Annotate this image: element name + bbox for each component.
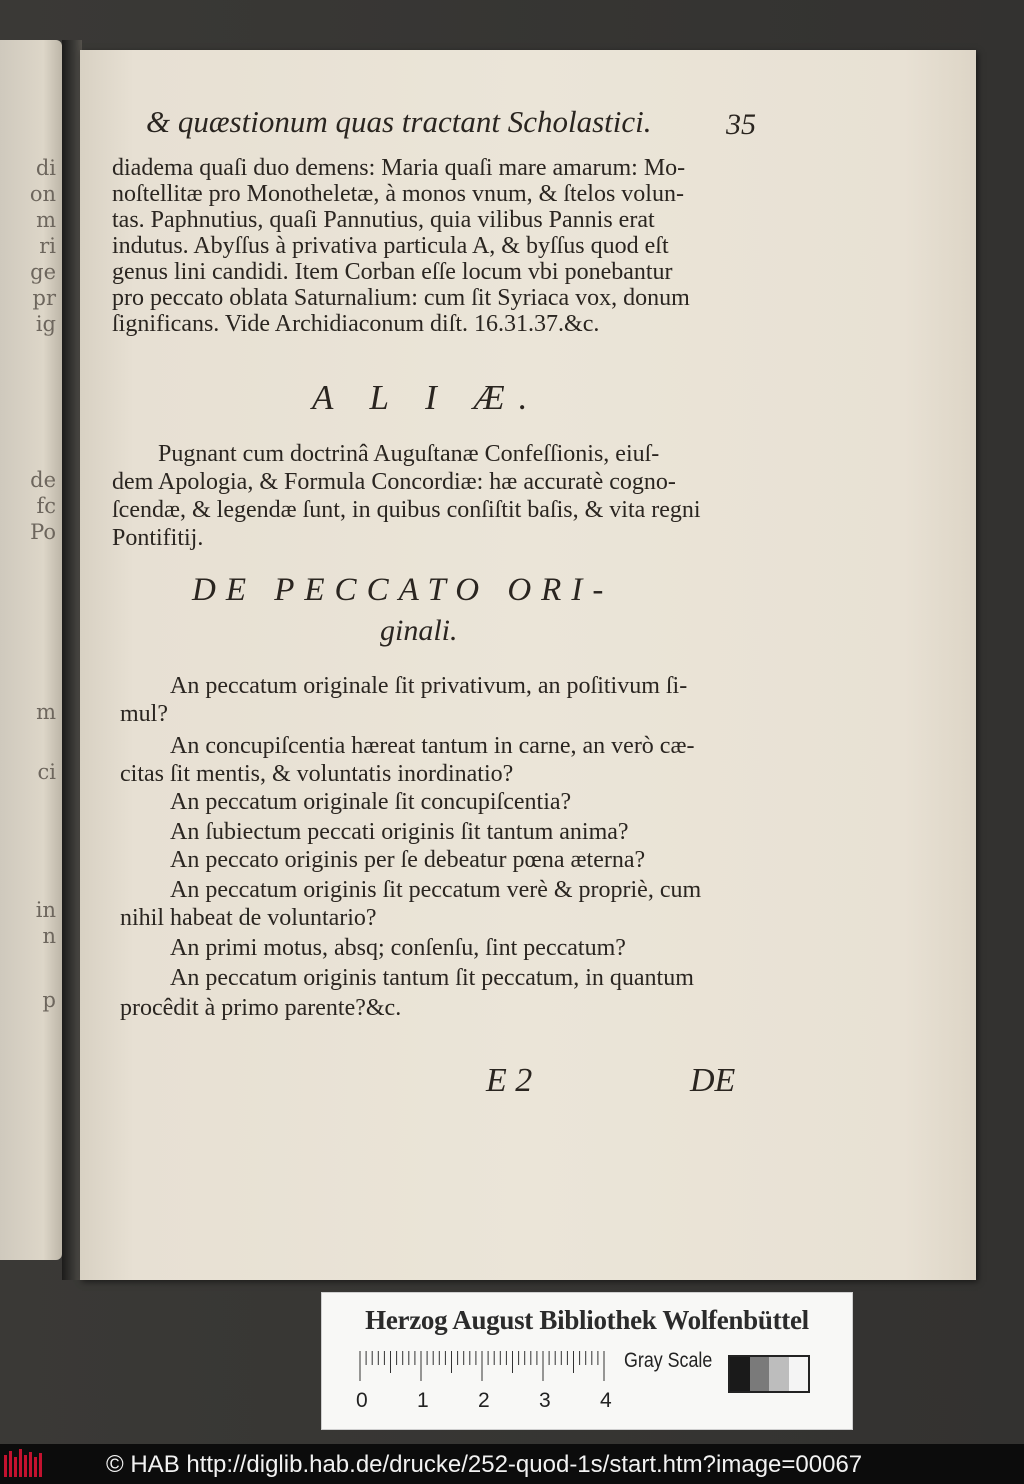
previous-page-edge <box>0 40 62 1260</box>
color-calibration-card <box>321 1292 853 1430</box>
prev-page-fragment: p <box>42 988 56 1012</box>
text-line: Pontifitij. <box>112 525 204 551</box>
prev-page-fragment: ig <box>35 312 56 336</box>
page-number: 35 <box>726 108 756 141</box>
ruler-number: 4 <box>600 1389 612 1411</box>
footer-copyright-url[interactable]: © HAB http://diglib.hab.de/drucke/252-quod-1s/start.htm?image=00067 <box>106 1451 863 1478</box>
text-line: Pugnant cum doctrinâ Auguſtanæ Confeſſionis, eiuſ- <box>158 441 660 467</box>
text-line: nihil habeat de voluntario? <box>120 905 377 931</box>
section-heading: DE PECCATO ORI- <box>192 572 614 608</box>
running-head: & quæstionum quas tractant Scholastici. <box>146 104 652 139</box>
text-line: ſignificans. Vide Archidiaconum diſt. 16.31.37.&c. <box>112 311 600 337</box>
ruler-number: 0 <box>356 1389 368 1411</box>
text-line: noſtellitæ pro Monotheletæ, à monos vnum, & ſtelos volun- <box>112 181 684 207</box>
text-line: genus lini candidi. Item Corban eſſe locum vbi ponebantur <box>112 259 673 285</box>
prev-page-fragment: ci <box>37 760 56 784</box>
prev-page-fragment: m <box>36 208 56 232</box>
ruler <box>356 1349 616 1411</box>
prev-page-fragment: on <box>29 182 56 206</box>
text-line: An peccato originis per ſe debeatur pœna æterna? <box>170 847 646 873</box>
text-line: citas ſit mentis, & voluntatis inordinatio? <box>120 761 514 787</box>
card-title: Herzog August Bibliothek Wolfenbüttel <box>365 1305 809 1335</box>
ruler-number: 1 <box>417 1389 429 1411</box>
text-line: dem Apologia, & Formula Concordiæ: hæ accuratè cogno- <box>112 469 676 495</box>
text-line: tas. Paphnutius, quaſi Pannutius, quia vilibus Pannis erat <box>112 207 655 233</box>
swatch <box>769 1357 789 1391</box>
book-gutter <box>62 40 82 1280</box>
ruler-number: 2 <box>478 1389 490 1411</box>
text-line: indutus. Abyſſus à privativa particula A, & byſſus quod eſt <box>112 233 669 259</box>
prev-page-fragment: n <box>42 924 56 948</box>
prev-page-fragment: di <box>35 156 56 180</box>
book-page <box>80 50 976 1280</box>
text-line: An peccatum originis ſit peccatum verè & propriè, cum <box>170 877 702 903</box>
prev-page-fragment: de <box>30 468 56 492</box>
gray-scale-swatches <box>728 1355 810 1393</box>
text-line: An peccatum originale ſit privativum, an poſitivum ſi- <box>170 673 688 699</box>
text-line: An primi motus, absq; conſenſu, ſint peccatum? <box>170 935 626 961</box>
signature-mark: E 2 <box>486 1062 533 1099</box>
heading-aliae: A L I Æ. <box>312 378 542 417</box>
swatch <box>730 1357 750 1391</box>
prev-page-fragment: m <box>36 700 56 724</box>
prev-page-fragment: ge <box>30 260 56 284</box>
section-heading-continued: ginali. <box>380 614 458 647</box>
text-line: diadema quaſi duo demens: Maria quaſi mare amarum: Mo- <box>112 155 686 181</box>
hab-logo-icon <box>4 1449 42 1479</box>
swatch <box>750 1357 770 1391</box>
text-line: procêdit à primo parente?&c. <box>120 995 402 1021</box>
ruler-number: 3 <box>539 1389 551 1411</box>
prev-page-fragment: fc <box>36 494 56 518</box>
prev-page-fragment: pr <box>32 286 56 310</box>
text-line: An peccatum originale ſit concupiſcentia? <box>170 789 572 815</box>
text-line: pro peccato oblata Saturnalium: cum ſit Syriaca vox, donum <box>112 285 690 311</box>
prev-page-fragment: ri <box>39 234 56 258</box>
swatch <box>789 1357 809 1391</box>
prev-page-fragment: Po <box>30 520 56 544</box>
catchword: DE <box>690 1062 736 1099</box>
prev-page-fragment: in <box>35 898 56 922</box>
footer-bar <box>0 1444 1024 1484</box>
text-line: ſcendæ, & legendæ ſunt, in quibus conſiſtit baſis, & vita regni <box>112 497 701 523</box>
gray-scale-label: Gray Scale <box>624 1349 713 1372</box>
text-line: mul? <box>120 701 168 727</box>
text-line: An peccatum originis tantum ſit peccatum, in quantum <box>170 965 694 991</box>
text-line: An concupiſcentia hæreat tantum in carne, an verò cæ- <box>170 733 695 759</box>
text-line: An ſubiectum peccati originis ſit tantum anima? <box>170 819 629 845</box>
